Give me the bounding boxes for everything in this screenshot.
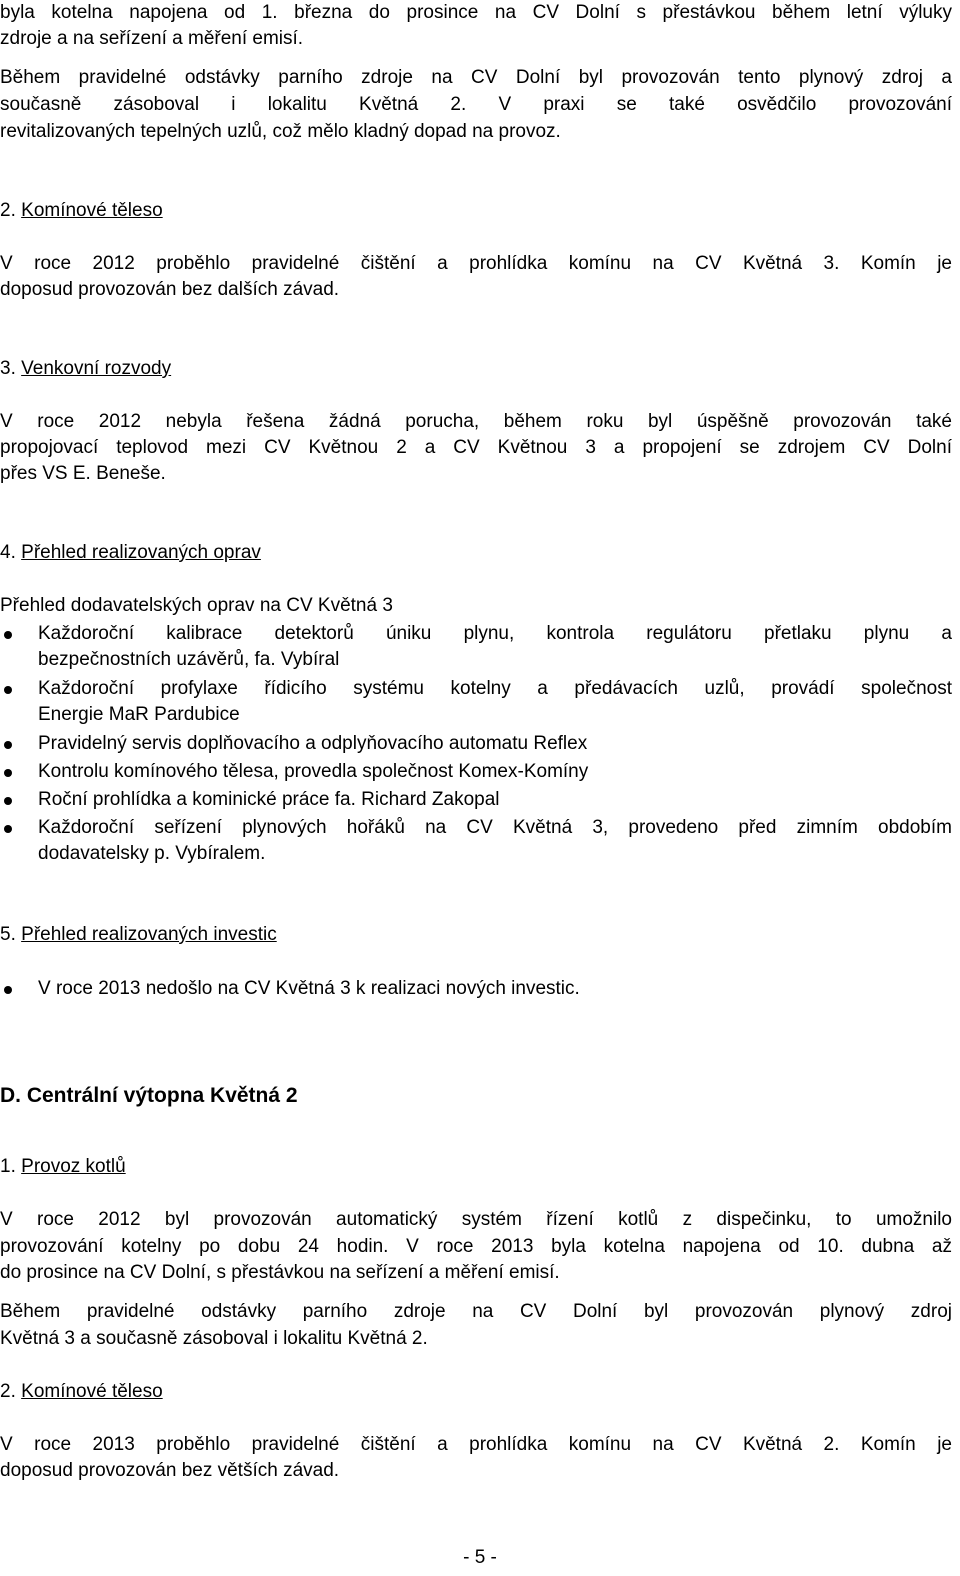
page-number: - 5 - (463, 1547, 497, 1568)
section-heading (0, 1154, 952, 1180)
section-title: Přehled realizovaných investic (21, 924, 277, 945)
paragraph-line: doposud provozován bez větších závad. (0, 1460, 340, 1481)
bullet-icon (4, 797, 12, 805)
paragraph-line: Během pravidelné odstávky parního zdroje na CV Dolní byl provozován plynový zdroj (0, 1301, 952, 1322)
paragraph-line: revitalizovaných tepelných uzlů, což mělo kladný dopad na provoz. (0, 121, 561, 142)
paragraph-line: Během pravidelné odstávky parního zdroje na CV Dolní byl provozován tento plynový zdroj a (0, 67, 952, 88)
section-number: 1. (0, 1156, 16, 1177)
paragraph-line: Květná 3 a současně zásoboval i lokalitu Květná 2. (0, 1328, 428, 1349)
section-number: 2. (0, 1381, 16, 1402)
section-title: Komínové těleso (21, 200, 163, 221)
section-number: 5. (0, 924, 16, 945)
list-item: bezpečnostních uzávěrů, fa. Vybíral (38, 649, 340, 670)
list-item: Roční prohlídka a kominické práce fa. Richard Zakopal (38, 789, 500, 810)
section-heading (0, 1379, 952, 1405)
bullet-icon (4, 631, 12, 639)
section-heading (0, 922, 952, 948)
list-item: Každoroční seřízení plynových hořáků na CV Květná 3, provedeno před zimním obdobím (38, 817, 952, 838)
list-item: Každoroční kalibrace detektorů úniku plynu, kontrola regulátoru přetlaku plynu a (38, 623, 952, 644)
bullet-icon (4, 825, 12, 833)
paragraph-line: byla kotelna napojena od 1. března do prosince na CV Dolní s přestávkou během letní výluky (0, 2, 952, 23)
section-title: Přehled realizovaných oprav (21, 542, 261, 563)
paragraph-line: současně zásoboval i lokalitu Květná 2. V praxi se také osvědčilo provozování (0, 94, 952, 115)
paragraph-line: doposud provozován bez dalších závad. (0, 279, 340, 300)
list-item: dodavatelsky p. Vybíralem. (38, 843, 266, 864)
paragraph-line: V roce 2013 proběhlo pravidelné čištění a prohlídka komínu na CV Květná 2. Komín je (0, 1434, 952, 1455)
list-item: Pravidelný servis doplňovacího a odplyňovacího automatu Reflex (38, 733, 588, 754)
paragraph-line: V roce 2012 nebyla řešena žádná porucha, během roku byl úspěšně provozován také (0, 411, 952, 432)
chapter-heading: D. Centrální výtopna Květná 2 (0, 1084, 298, 1107)
bullet-icon (4, 686, 12, 694)
section-number: 3. (0, 358, 16, 379)
section-heading (0, 356, 952, 382)
list-item: Kontrolu komínového tělesa, provedla společnost Komex-Komíny (38, 761, 589, 782)
paragraph-line: do prosince na CV Dolní, s přestávkou na seřízení a měření emisí. (0, 1262, 560, 1283)
paragraph-line: přes VS E. Beneše. (0, 463, 166, 484)
section-heading (0, 198, 952, 224)
paragraph-line: V roce 2012 proběhlo pravidelné čištění a prohlídka komínu na CV Květná 3. Komín je (0, 253, 952, 274)
list-item: Energie MaR Pardubice (38, 704, 240, 725)
paragraph-line: provozování kotelny po dobu 24 hodin. V roce 2013 byla kotelna napojena od 10. dubna až (0, 1236, 952, 1257)
paragraph-line: propojovací teplovod mezi CV Květnou 2 a CV Květnou 3 a propojení se zdrojem CV Dolní (0, 437, 952, 458)
list-item: Každoroční profylaxe řídicího systému kotelny a předávacích uzlů, provádí společnost (38, 678, 952, 699)
section-number: 4. (0, 542, 16, 563)
paragraph-line: V roce 2012 byl provozován automatický systém řízení kotlů z dispečinku, to umožnilo (0, 1209, 952, 1230)
section-heading (0, 540, 952, 566)
list-intro: Přehled dodavatelských oprav na CV Květná 3 (0, 595, 393, 616)
bullet-icon (4, 741, 12, 749)
section-number: 2. (0, 200, 16, 221)
bullet-icon (4, 986, 12, 994)
paragraph-line: zdroje a na seřízení a měření emisí. (0, 28, 304, 49)
list-item: V roce 2013 nedošlo na CV Květná 3 k realizaci nových investic. (38, 978, 580, 999)
section-title: Komínové těleso (21, 1381, 163, 1402)
bullet-icon (4, 769, 12, 777)
section-title: Provoz kotlů (21, 1156, 126, 1177)
section-title: Venkovní rozvody (21, 358, 172, 379)
